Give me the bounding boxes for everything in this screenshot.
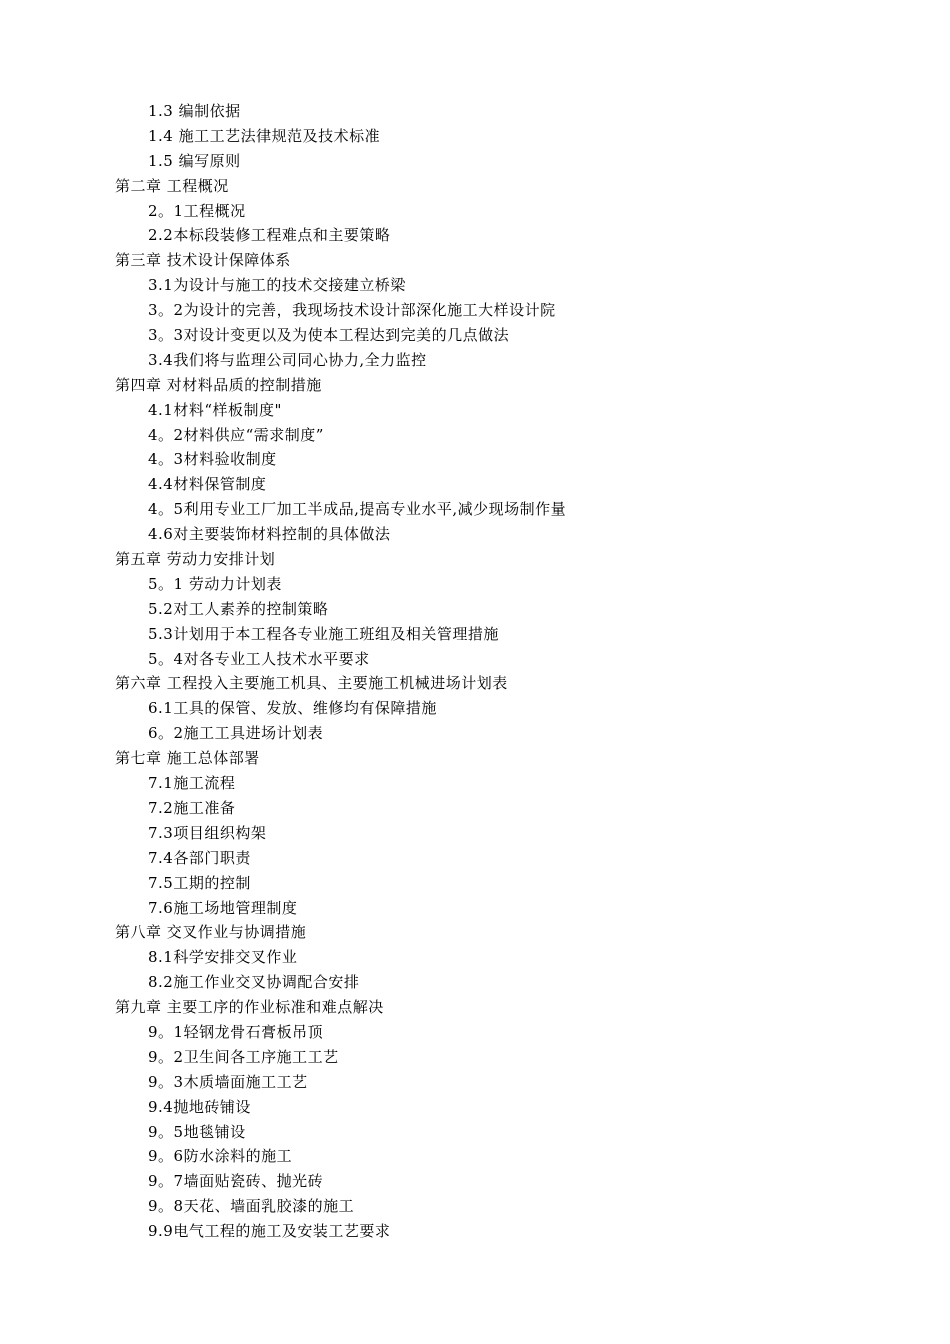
toc-section-entry: 5.3计划用于本工程各专业施工班组及相关管理措施	[148, 624, 499, 643]
toc-section-entry: 5。4对各专业工人技术水平要求	[148, 649, 370, 668]
toc-section-entry: 4.1材料“样板制度"	[148, 400, 282, 419]
toc-section-entry: 3。3对设计变更以及为使本工程达到完美的几点做法	[148, 326, 510, 345]
toc-section-entry: 3.1为设计与施工的技术交接建立桥梁	[148, 276, 406, 295]
toc-section-entry: 5.2对工人素养的控制策略	[148, 599, 329, 618]
toc-chapter-heading: 第八章 交叉作业与协调措施	[115, 923, 307, 942]
toc-chapter-heading: 第七章 施工总体部署	[115, 749, 260, 768]
toc-section-entry: 3.4我们将与监理公司同心协力,全力监控	[148, 350, 427, 369]
table-of-contents	[0, 99, 950, 1244]
toc-section-entry: 5。1 劳动力计划表	[148, 574, 282, 593]
toc-section-entry: 2。1工程概况	[148, 201, 246, 220]
toc-section-entry: 9。3木质墙面施工工艺	[148, 1072, 308, 1091]
toc-section-entry: 9。8天花、墙面乳胶漆的施工	[148, 1197, 355, 1216]
toc-section-entry: 4.6对主要装饰材料控制的具体做法	[148, 525, 391, 544]
toc-section-entry: 2.2本标段装修工程难点和主要策略	[148, 226, 391, 245]
toc-section-entry: 4.4材料保管制度	[148, 475, 267, 494]
toc-section-entry: 9.9电气工程的施工及安装工艺要求	[148, 1222, 391, 1241]
toc-section-entry: 8.1科学安排交叉作业	[148, 948, 298, 967]
toc-section-entry: 7.2施工准备	[148, 798, 236, 817]
toc-section-entry: 7.6施工场地管理制度	[148, 898, 298, 917]
toc-chapter-heading: 第六章 工程投入主要施工机具、主要施工机械进场计划表	[115, 674, 508, 693]
toc-section-entry: 3。2为设计的完善，我现场技术设计部深化施工大样设计院	[148, 301, 556, 320]
toc-section-entry: 1.3 编制依据	[148, 102, 241, 120]
toc-section-entry: 7.1施工流程	[148, 774, 236, 793]
toc-section-entry: 9。5地毯铺设	[148, 1122, 246, 1141]
toc-section-entry: 4。5利用专业工厂加工半成品,提高专业水平,减少现场制作量	[148, 500, 567, 519]
toc-section-entry: 7.5工期的控制	[148, 873, 251, 892]
toc-section-entry: 4。3材料验收制度	[148, 450, 277, 469]
toc-section-entry: 7.4各部门职责	[148, 848, 251, 867]
toc-chapter-heading: 第二章 工程概况	[115, 176, 229, 195]
toc-section-entry: 9。6防水涂料的施工	[148, 1147, 293, 1166]
toc-section-entry: 4。2材料供应“需求制度”	[148, 425, 324, 444]
toc-section-entry: 6.1工具的保管、发放、维修均有保障措施	[148, 699, 437, 718]
toc-section-entry: 7.3项目组织构架	[148, 823, 267, 842]
toc-section-entry: 6。2施工工具进场计划表	[148, 724, 324, 743]
toc-section-entry: 9.4抛地砖铺设	[148, 1097, 251, 1116]
toc-section-entry: 1.5 编写原则	[148, 151, 241, 170]
toc-section-entry: 1.4 施工工艺法律规范及技术标准	[148, 126, 381, 145]
toc-chapter-heading: 第五章 劳动力安排计划	[115, 550, 276, 569]
toc-section-entry: 9。2卫生间各工序施工工艺	[148, 1047, 339, 1066]
toc-section-entry: 9。7墙面贴瓷砖、抛光砖	[148, 1172, 324, 1191]
toc-chapter-heading: 第四章 对材料品质的控制措施	[115, 375, 322, 394]
toc-section-entry: 8.2施工作业交叉协调配合安排	[148, 973, 360, 992]
toc-chapter-heading: 第九章 主要工序的作业标准和难点解决	[115, 998, 384, 1017]
toc-chapter-heading: 第三章 技术设计保障体系	[115, 251, 291, 270]
toc-section-entry: 9。1轻钢龙骨石膏板吊顶	[148, 1022, 324, 1041]
